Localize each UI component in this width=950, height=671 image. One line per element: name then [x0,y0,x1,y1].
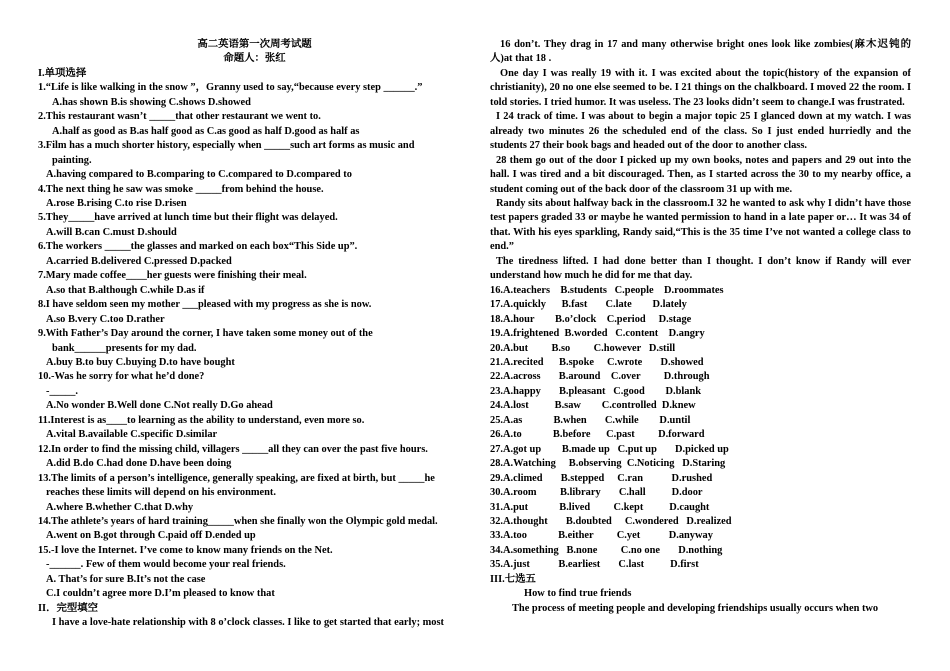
question-options: A.having compared to B.comparing to C.compared to D.compared to [46,169,352,181]
question-options: A.where B.whether C.that D.why [46,501,194,513]
right-column [490,38,911,616]
cloze-option-row: 35.A.just B.earliest C.last D.first [490,559,699,571]
question-stem: 7.Mary made coffee____her guests were finishing their meal. [38,270,307,282]
question-options: C.I couldn’t agree more D.I’m pleased to know that [46,588,275,600]
question-options: A.No wonder B.Well done C.Not really D.Go ahead [46,400,273,412]
passage-first-line: The process of meeting people and developing friendships usually occurs when two [512,602,879,614]
question-options: A.carried B.delivered C.pressed D.packed [46,255,232,267]
question-stem-continued: -_____. [46,385,79,397]
question-stem: 11.Interest is as____to learning as the ability to understand, even more so. [38,414,365,426]
left-column [38,38,471,631]
question-stem: 15.-I love the Internet. I’ve come to know many friends on the Net. [38,544,333,556]
cloze-passage-paragraph: One day I was really 19 with it. I was excited about the topic(history of the expansion of christianity), 20 no one else seemed to be. I 21 things on the chalkboard. I moved 22 the room. I told stories. I tried humor. It was useless. The 23 looks didn’t seem to change.I was frustrated. [490,67,911,108]
exam-author: 命题人：张红 [223,53,286,65]
cloze-option-row: 26.A.to B.before C.past D.forward [490,429,705,441]
question-stem-continued: reaches these limits will depend on his environment. [46,487,276,499]
cloze-option-row: 22.A.across B.around C.over D.through [490,371,710,383]
question-stem: 12.In order to find the missing child, villagers _____all they can over the past five hours. [38,443,428,455]
question-options: A.half as good as B.as half good as C.as good as half D.good as half as [52,125,360,137]
question-options: A.so B.very C.too D.rather [46,313,165,325]
question-options: A. That’s for sure B.It’s not the case [46,573,206,585]
cloze-passage-paragraph: Randy sits about halfway back in the classroom.I 32 he wanted to ask why I didn’t have those test papers graded 33 or maybe he wanted permission to hand in a late paper or… It was 34 of that. With his eyes sparkling, Randy said,“This is the 35 time I’ve not wanted a college class to end.” [490,197,911,253]
cloze-option-row: 34.A.something B.none C.no one D.nothing [490,544,723,556]
cloze-option-row: 20.A.but B.so C.however D.still [490,342,676,354]
cloze-option-row: 28.A.Watching B.observing C.Noticing D.Staring [490,458,726,470]
question-options: A.will B.can C.must D.should [46,226,177,238]
section-heading-cloze: II．完型填空 [38,602,99,614]
question-options: A.rose B.rising C.to rise D.risen [46,197,187,209]
question-options: A.did B.do C.had done D.have been doing [46,458,232,470]
cloze-option-row: 18.A.hour B.o’clock C.period D.stage [490,313,692,325]
question-stem-continued: bank______presents for my dad. [52,342,197,354]
cloze-option-row: 19.A.frightened B.worded C.content D.angry [490,328,705,340]
question-stem: 1.“Life is like walking in the snow ”，Granny used to say,“because every step ______.” [38,82,423,94]
cloze-option-row: 30.A.room B.library C.hall D.door [490,487,703,499]
cloze-option-row: 23.A.happy B.pleasant C.good D.blank [490,385,702,397]
cloze-option-row: 21.A.recited B.spoke C.wrote D.showed [490,356,704,368]
question-stem: 5.They_____have arrived at lunch time but their flight was delayed. [38,212,338,224]
cloze-option-row: 31.A.put B.lived C.kept D.caught [490,501,710,513]
cloze-passage-paragraph: 28 them go out of the door I picked up my own books, notes and papers and 29 out into the hall. I was tired and a bit discouraged. Then, as I started across the 30 to my nearby office, a student coming out of the back door of the classroom 31 up with me. [490,154,911,195]
cloze-option-row: 17.A.quickly B.fast C.late D.lately [490,299,687,311]
passage-title: How to find true friends [524,588,632,600]
cloze-option-row: 16.A.teachers B.students C.people D.roommates [490,284,724,296]
section-heading-seven-choose-five: III.七选五 [490,573,536,585]
question-stem: 8.I have seldom seen my mother ___pleased with my progress as she is now. [38,299,372,311]
question-options: A.so that B.although C.while D.as if [46,284,205,296]
question-options: A.vital B.available C.specific D.similar [46,429,218,441]
question-stem: 2.This restaurant wasn’t _____that other restaurant we went to. [38,111,321,123]
section-heading-single-choice: I.单项选择 [38,67,87,79]
exam-title: 高二英语第一次周考试题 [197,39,312,50]
cloze-intro: I have a love-hate relationship with 8 o’clock classes. I like to get started that early; most [52,617,445,629]
cloze-passage-paragraph: 16 don’t. They drag in 17 and many otherwise bright ones look like zombies(麻木迟钝的人)at that 18 . [490,39,911,65]
question-options: A.has shown B.is showing C.shows D.showed [52,96,251,108]
question-stem: 3.Film has a much shorter history, especially when _____such art forms as music and [38,140,415,152]
question-stem: 10.-Was he sorry for what he’d done? [38,371,205,383]
question-stem: 13.The limits of a person’s intelligence, generally speaking, are fixed at birth, but _____he [38,472,435,484]
question-stem: 6.The workers _____the glasses and marked on each box“This Side up”. [38,241,358,253]
cloze-passage-paragraph: I 24 track of time. I was about to begin a major topic 25 I glanced down at my watch. I was already two minutes 26 the scheduled end of the class. So I just ended hurriedly and the students 27 their book bags and headed out of the door to another class. [490,111,911,152]
cloze-option-row: 25.A.as B.when C.while D.until [490,414,691,426]
question-stem-continued: -______. Few of them would become your real friends. [46,559,286,571]
cloze-option-row: 29.A.climed B.stepped C.ran D.rushed [490,472,713,484]
cloze-option-row: 32.A.thought B.doubted C.wondered D.realized [490,515,732,527]
cloze-option-row: 33.A.too B.either C.yet D.anyway [490,530,713,542]
question-options: A.buy B.to buy C.buying D.to have bought [46,356,235,368]
cloze-passage-paragraph: The tiredness lifted. I had done better than I thought. I don’t know if Randy will ever understand how much he did for me that day. [490,255,911,282]
cloze-option-row: 24.A.lost B.saw C.controlled D.knew [490,400,696,412]
question-options: A.went on B.got through C.paid off D.ended up [46,530,256,542]
cloze-option-row: 27.A.got up B.made up C.put up D.picked up [490,443,729,455]
question-stem: 4.The next thing he saw was smoke _____from behind the house. [38,183,324,195]
question-stem-continued: painting. [52,154,92,166]
question-stem: 14.The athlete’s years of hard training_____when she finally won the Olympic gold medal. [38,515,438,527]
question-stem: 9.With Father’s Day around the corner, I have taken some money out of the [38,328,373,340]
